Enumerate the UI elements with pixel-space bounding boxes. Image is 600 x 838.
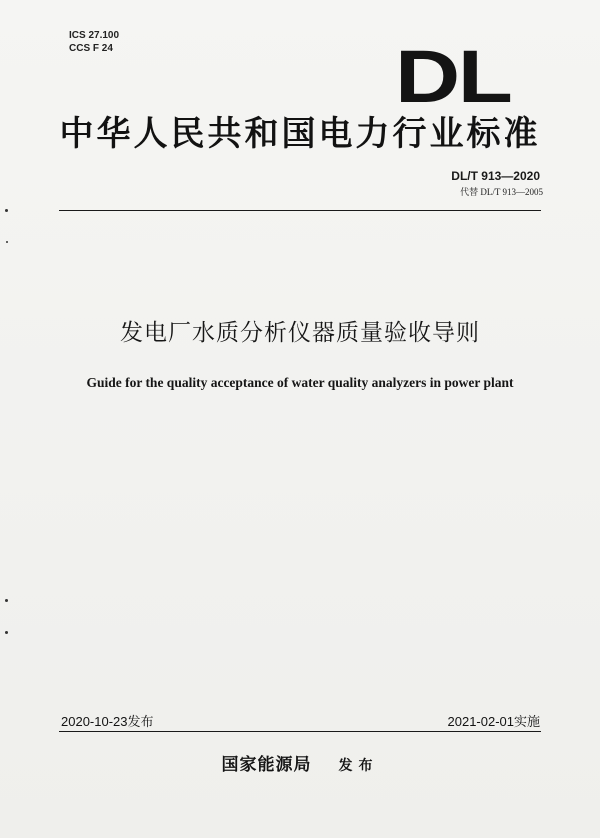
classification-codes bbox=[69, 29, 119, 55]
industry-standard-title: 中华人民共和国电力行业标准 bbox=[59, 114, 541, 154]
bottom-divider bbox=[59, 731, 541, 732]
ccs-code: CCS F 24 bbox=[69, 43, 113, 54]
document-title-chinese: 发电厂水质分析仪器质量验收导则 bbox=[120, 320, 480, 346]
dl-logo: DL bbox=[395, 35, 511, 118]
scan-speck bbox=[5, 631, 8, 634]
document-title-english: Guide for the quality acceptance of water quality analyzers in power plant bbox=[86, 375, 514, 390]
ics-code: ICS 27.100 bbox=[69, 30, 120, 41]
issue-verb: 发布 bbox=[338, 758, 379, 774]
implementation-date: 2021-02-01实施 bbox=[447, 714, 540, 729]
replaced-standard: 代替 DL/T 913—2005 bbox=[460, 187, 543, 197]
standard-number: DL/T 913—2020 bbox=[451, 169, 540, 183]
top-divider bbox=[59, 210, 541, 211]
issuer-line bbox=[0, 750, 600, 775]
issue-date: 2020-10-23发布 bbox=[61, 714, 154, 729]
scan-speck bbox=[6, 241, 8, 243]
scan-speck bbox=[5, 209, 8, 212]
issuing-authority: 国家能源局 bbox=[221, 755, 312, 775]
scan-speck bbox=[5, 599, 8, 602]
